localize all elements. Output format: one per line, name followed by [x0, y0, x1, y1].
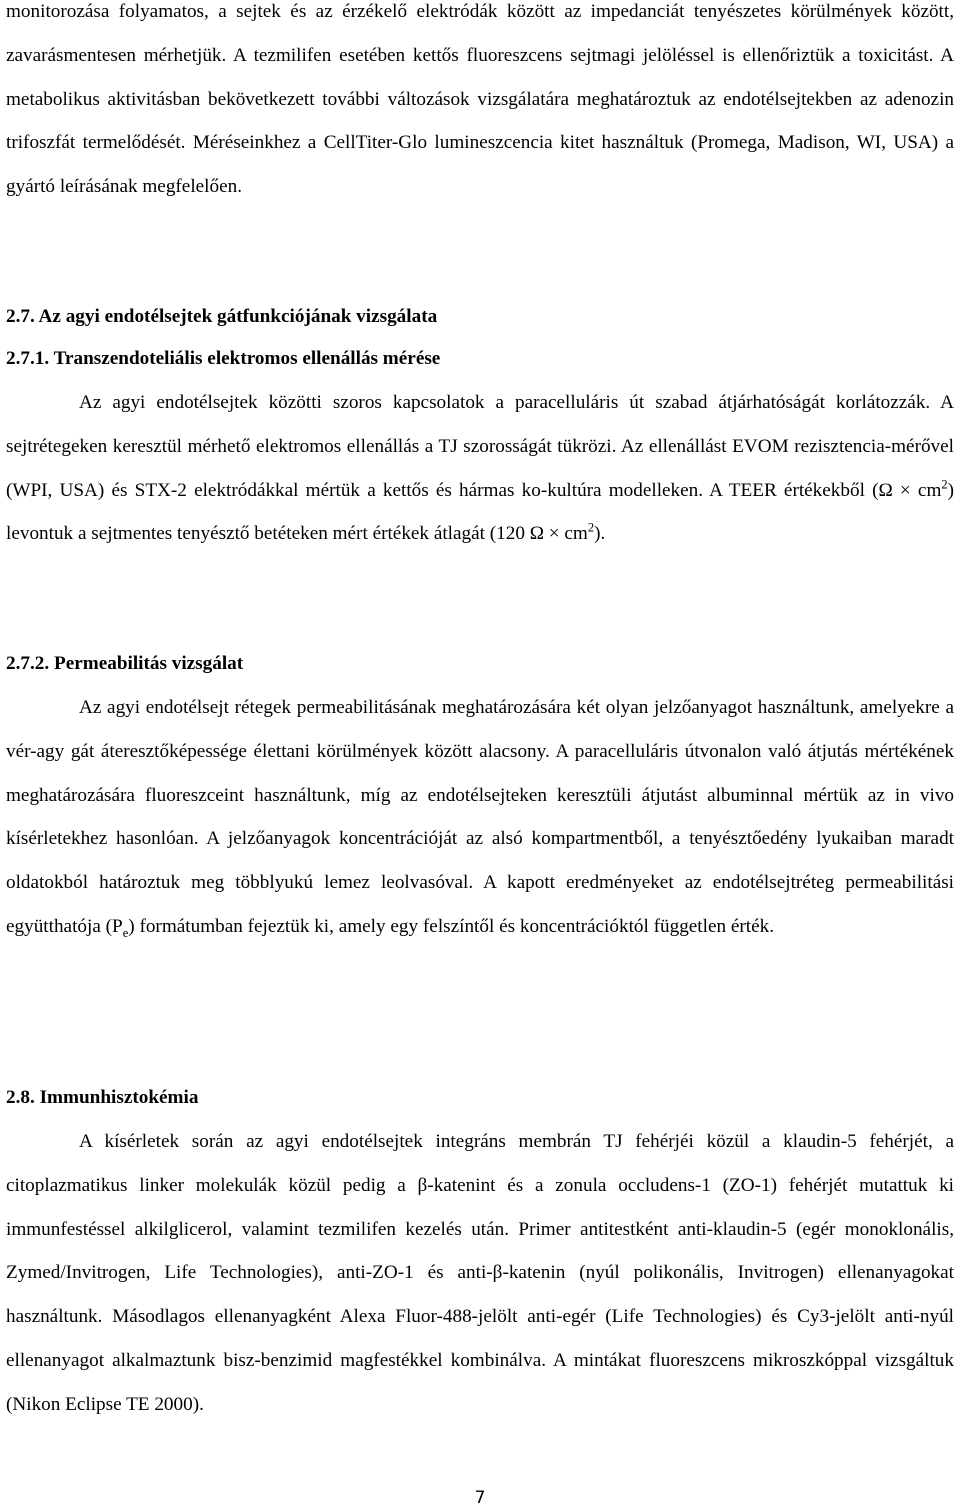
superscript: 2	[587, 521, 595, 535]
text-line: átjárhatóságát korlátozzák. A sejtrétegeken keresztül mérhető elektromos ellenállás a TJ	[6, 392, 954, 457]
permeability-paragraph-block	[6, 686, 954, 949]
section-heading: 2.8. Immunhisztokémia	[6, 1087, 199, 1108]
text-fragment: ) levontuk a sejtmentes tenyésztő betéteken mért értékek átlagát (120 Ω × cm	[6, 479, 955, 545]
text-line: occludens-1 (ZO-1) fehérjét mutattuk ki immunfestéssel alkilglicerol, valamint tezmilifen	[6, 1174, 954, 1240]
text-line: és Cy3-jelölt anti-nyúl ellenanyagot alkalmaztunk bisz-benzimid magfestékkel kombinálva. A	[6, 1306, 954, 1371]
text-line: Az agyi endotélsejtek közötti szoros kapcsolatok a paracelluláris út szabad	[79, 392, 708, 413]
superscript: 2	[941, 477, 948, 492]
text-line: használtunk. Másodlagos ellenanyagként Alexa Fluor-488-jelölt anti-egér (Life Technologies)	[6, 1306, 762, 1328]
section-2-8	[6, 1086, 954, 1110]
text-line: további változások vizsgálatára meghatároztuk az endotélsejtekben az adenozin trifoszfát	[6, 88, 954, 154]
section-2-7	[6, 305, 954, 329]
text-line: körülmények között, zavarásmentesen mérhetjük. A tezmilifen esetében kettős fluoreszcens	[6, 1, 955, 66]
text-line: szorosságát tükrözi. Az ellenállást EVOM rezisztencia-mérővel (WPI, USA) és STX-2	[6, 435, 955, 501]
text-line: használtunk, míg az endotélsejteken keresztüli átjutást albuminnal mértük az in vivo	[254, 784, 955, 806]
text-line: klaudin-5 fehérjét, a citoplazmatikus linker molekulák közül pedig a β-katenint és a zonula	[6, 1131, 955, 1196]
text-line: Az agyi endotélsejt rétegek permeabilitásának meghatározására két olyan jelzőanyagot	[79, 697, 753, 718]
text-line: alacsony. A paracelluláris útvonalon való átjutás mértékének meghatározására fluoreszceint	[6, 740, 955, 806]
intro-paragraph	[6, 0, 954, 209]
subscript: e	[122, 925, 129, 940]
subsection-2-7-2	[6, 652, 954, 676]
text-line: A kísérletek során az agyi endotélsejtek integráns membrán TJ fehérjéi közül a	[79, 1131, 771, 1152]
section-heading: 2.7. Az agyi endotélsejtek gátfunkciójának vizsgálata	[6, 306, 438, 327]
text-fragment: (Ω × cm	[872, 479, 942, 501]
text-fragment: ) formátumban	[128, 915, 243, 937]
text-line: használtunk, amelyekre a vér-agy gát áteresztőképessége élettani körülmények között	[6, 697, 955, 762]
text-line: fejeztük ki, amely egy felszíntől és koncentrációktól független érték.	[247, 915, 775, 937]
subsection-2-7-1	[6, 347, 954, 371]
teer-paragraph-block	[6, 381, 954, 556]
text-fragment: ).	[594, 523, 606, 545]
text-line: mintákat fluoreszcens mikroszkóppal vizsgáltuk (Nikon Eclipse TE 2000).	[6, 1349, 954, 1415]
text-fragment: kapott eredményeket az endotélsejtréteg permeabilitási együtthatója (P	[6, 872, 955, 937]
paragraph	[6, 686, 954, 949]
subsection-heading: 2.7.1. Transzendoteliális elektromos ellenállás mérése	[6, 348, 441, 369]
text-line: kísérletekhez hasonlóan. A jelzőanyagok koncentrációját az alsó kompartmentből, a	[6, 828, 681, 850]
paragraph	[6, 1120, 954, 1427]
page-number: 7	[474, 1488, 486, 1508]
text-line: Technologies), anti-ZO-1 és anti-β-katenin (nyúl polikonális, Invitrogen) ellenanyagokat	[209, 1262, 954, 1284]
text-line: Madison, WI, USA) a gyártó leírásának megfelelően.	[6, 132, 955, 198]
text-line: kezelés után. Primer antitestként anti-klaudin-5 (egér monoklonális, Zymed/Invitrogen, Life	[6, 1218, 954, 1284]
subsection-heading: 2.7.2. Permeabilitás vizsgálat	[6, 653, 244, 674]
immunohistochemistry-paragraph-block	[6, 1120, 954, 1427]
paragraph	[6, 381, 954, 556]
text-line: monitorozása folyamatos, a sejtek és az érzékelő elektródák között az impedanciát tenyészetes	[6, 1, 782, 22]
paragraph	[6, 0, 954, 209]
text-line: elektródákkal mértük a kettős és hármas ko-kultúra modelleken. A TEER értékekből	[194, 479, 865, 501]
text-line: sejtmagi jelöléssel is ellenőriztük a toxicitást. A metabolikus aktivitásban bekövetkezett	[6, 44, 954, 110]
text-line: termelődését. Méréseinkhez a CellTiter-Glo lumineszcencia kitet használtuk (Promega,	[82, 132, 771, 154]
text-line: tenyésztőedény lyukaiban maradt oldatokból határoztuk meg többlyukú lemez leolvasóval. A	[6, 828, 954, 894]
